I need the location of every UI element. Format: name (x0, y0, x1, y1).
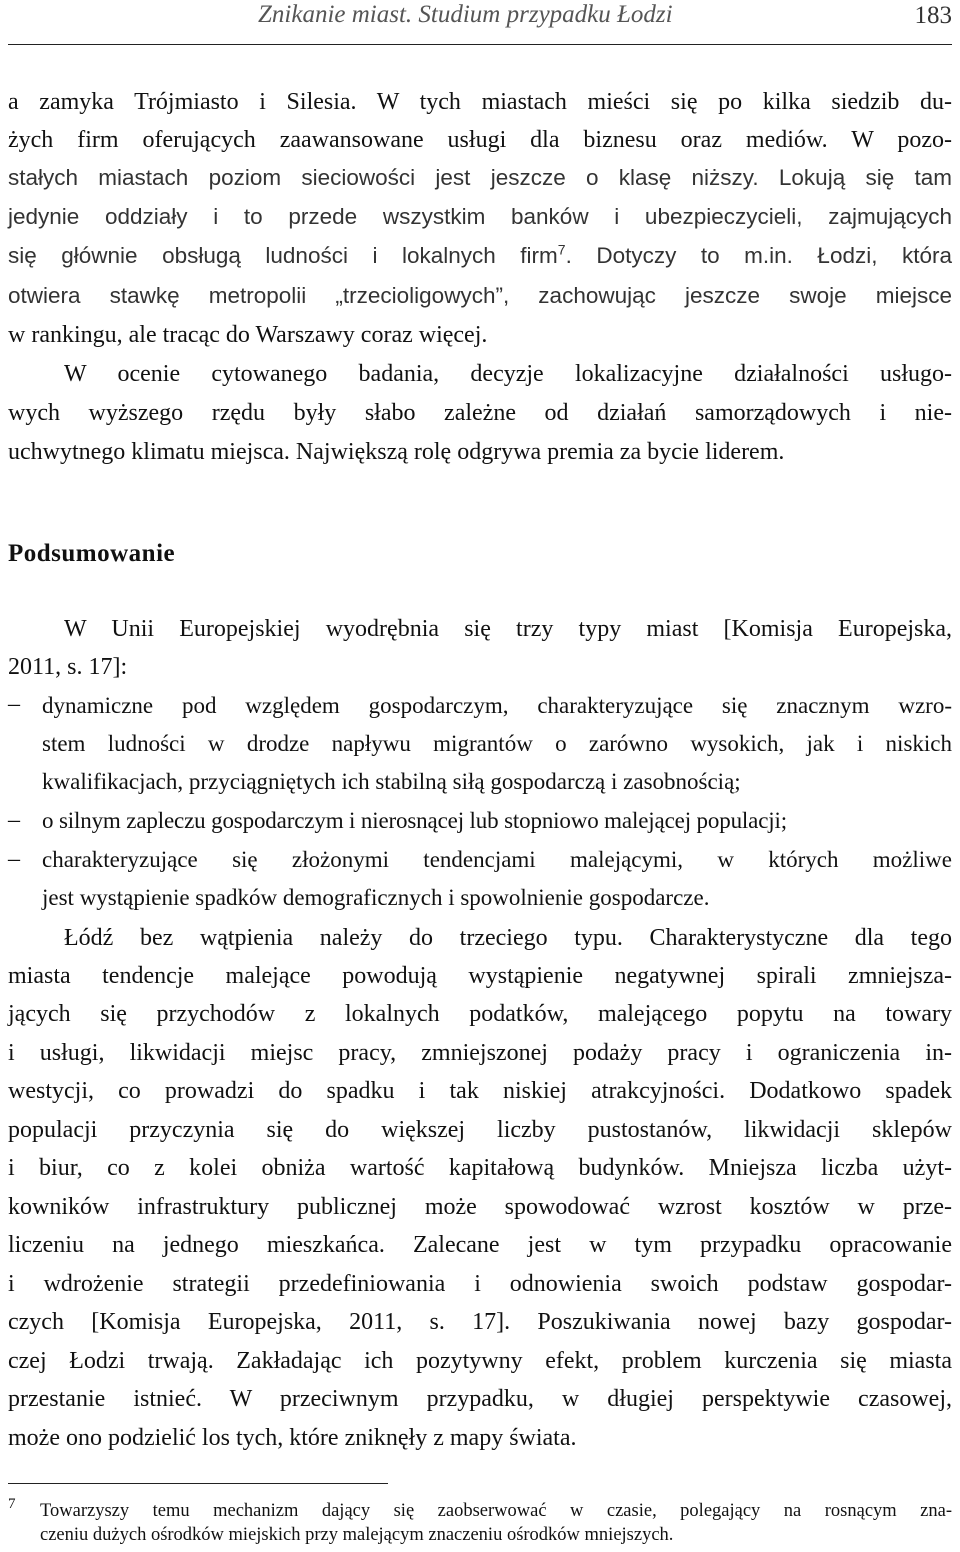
list-item: stem ludności w drodze napływu migrantów o zarówno wysokich, jak i niskich (42, 731, 952, 756)
text-line: miasta tendencje malejące powodują wystąpienie negatywnej spirali zmniejsza- (8, 963, 952, 989)
footnote-number: 7 (8, 1496, 16, 1512)
text-line: otwiera stawkę metropolii „trzecioligowych”, zachowując jeszcze swoje miejsce (8, 283, 952, 308)
text-line: w rankingu, ale tracąc do Warszawy coraz więcej. (8, 322, 488, 348)
dash-marker: – (8, 846, 20, 872)
text-line: jedynie oddziały i to przede wszystkim banków i ubezpieczycieli, zajmujących (8, 204, 952, 229)
text-line: przestanie istnieć. W przeciwnym przypadku, w długiej perspektywie czasowej, (8, 1386, 952, 1412)
text-line: czej Łodzi trwają. Zakładając ich pozytywny efekt, problem kurczenia się miasta (8, 1348, 952, 1374)
footnote-divider (8, 1483, 388, 1484)
text-line: Łódź bez wątpienia należy do trzeciego typu. Charakterystyczne dla tego (64, 925, 952, 951)
text-line: westycji, co prowadzi do spadku i tak niskiej atrakcyjności. Dodatkowo spadek (8, 1078, 952, 1104)
list-item: kwalifikacjach, przyciągniętych ich stabilną siłą gospodarczą i zasobnością; (42, 769, 741, 794)
list-item: jest wystąpienie spadków demograficznych i spowolnienie gospodarcze. (42, 885, 710, 910)
text-line: kowników infrastruktury publicznej może spowodować wzrost kosztów w prze- (8, 1194, 952, 1220)
running-title: Znikanie miast. Studium przypadku Łodzi (258, 1, 673, 28)
text-line: W Unii Europejskiej wyodrębnia się trzy typy miast [Komisja Europejska, (64, 616, 952, 642)
text-line: i biur, co z kolei obniża wartość kapitałową budynków. Mniejsza liczba użyt- (8, 1155, 952, 1181)
text-line (8, 242, 952, 270)
text-line: 2011, s. 17]: (8, 654, 128, 680)
text-line: W ocenie cytowanego badania, decyzje lokalizacyjne działalności usługo- (64, 361, 952, 387)
dash-marker: – (8, 691, 20, 717)
text-line: i usługi, likwidacji miejsc pracy, zmniejszonej podaży pracy i ograniczenia in- (8, 1040, 952, 1066)
text-line: i wdrożenie strategii przedefiniowania i odnowienia swoich podstaw gospodar- (8, 1271, 952, 1297)
text-span: się głównie obsługą ludności i lokalnych firm (8, 243, 558, 268)
list-item: charakteryzujące się złożonymi tendencjami malejącymi, w których możliwe (42, 847, 952, 872)
footnote-text: Towarzyszy temu mechanizm dający się zaobserwować w czasie, polegający na rosnącym zna- (40, 1501, 952, 1521)
text-line: a zamyka Trójmiasto i Silesia. W tych miastach mieści się po kilka siedzib du- (8, 89, 952, 115)
text-line: wych wyższego rzędu były słabo zależne od działań samorządowych i nie- (8, 400, 952, 426)
text-line: uchwytnego klimatu miejsca. Największą rolę odgrywa premia za bycie liderem. (8, 439, 785, 465)
footnote-text: czeniu dużych ośrodków miejskich przy malejącym znaczeniu ośrodków mniejszych. (40, 1525, 674, 1545)
page-number: 183 (914, 2, 952, 29)
page-header (8, 0, 952, 45)
text-line: czych [Komisja Europejska, 2011, s. 17]. Poszukiwania nowej bazy gospodar- (8, 1309, 952, 1335)
text-line: liczeniu na jednego mieszkańca. Zalecane jest w tym przypadku opracowanie (8, 1232, 952, 1258)
list-item: o silnym zapleczu gospodarczym i nierosnącej lub stopniowo malejącej populacji; (42, 808, 788, 833)
text-span: . Dotyczy to m.in. Łodzi, która (565, 243, 952, 268)
text-line: może ono podzielić los tych, które zniknęły z mapy świata. (8, 1425, 577, 1451)
text-line: stałych miastach poziom sieciowości jest jeszcze o klasę niższy. Lokują się tam (8, 165, 952, 190)
footnote-ref: 7 (557, 241, 566, 258)
dash-marker: – (8, 807, 20, 833)
text-line: populacji przyczynia się do większej liczby pustostanów, likwidacji sklepów (8, 1117, 952, 1143)
text-line: jących się przychodów z lokalnych podatków, malejącego popytu na towary (8, 1001, 952, 1027)
section-heading: Podsumowanie (8, 540, 176, 567)
text-line: żych firm oferujących zaawansowane usługi dla biznesu oraz mediów. W pozo- (8, 127, 952, 153)
list-item: dynamiczne pod względem gospodarczym, charakteryzujące się znacznym wzro- (42, 693, 952, 718)
